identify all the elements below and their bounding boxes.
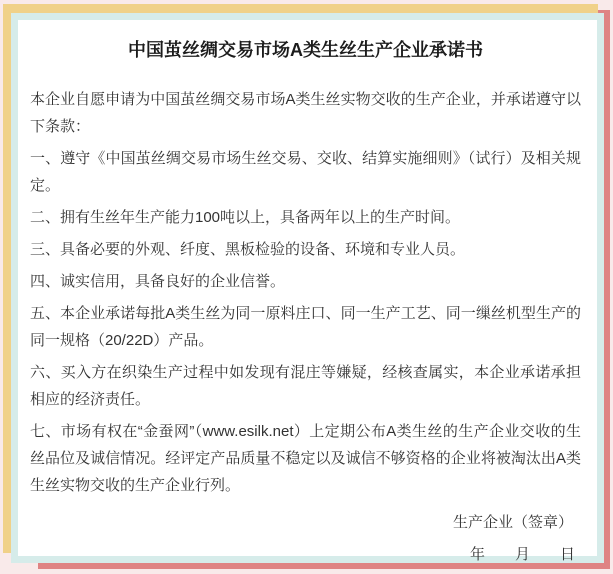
clause-4: 四、诚实信用，具备良好的企业信誉。 — [30, 273, 286, 290]
document-content — [18, 20, 597, 568]
document-title: 中国茧丝绸交易市场A类生丝生产企业承诺书 — [128, 40, 483, 60]
clause-1: 一、遵守《中国茧丝绸交易市场生丝交易、交收、结算实施细则》（试行）及相关规定。 — [30, 150, 581, 194]
clause-5: 五、本企业承诺每批A类生丝为同一原料庄口、同一生产工艺、同一缫丝机型生产的同一规格（20/22D）产品。 — [30, 305, 581, 349]
clause-7: 七、市场有权在“金蚕网”（www.esilk.net）上定期公布A类生丝的生产企业交收的生丝品位及诚信情况。经评定产品质量不稳定以及诚信不够资格的企业将被淘汰出A类生丝实物交收的生产企业行列。 — [30, 423, 581, 494]
clause-2: 二、拥有生丝年生产能力100吨以上，具备两年以上的生产时间。 — [30, 209, 461, 226]
clause-6: 六、买入方在织染生产过程中如发现有混庄等嫌疑，经核查属实，本企业承诺承担相应的经济责任。 — [30, 364, 581, 408]
document-card — [11, 13, 604, 563]
date-line: 年 月 日 — [469, 546, 575, 563]
clause-3: 三、具备必要的外观、纤度、黑板检验的设备、环境和专业人员。 — [30, 241, 466, 258]
signature-line: 生产企业（签章） — [452, 514, 573, 531]
intro-paragraph: 本企业自愿申请为中国茧丝绸交易市场A类生丝实物交收的生产企业，并承诺遵守以下条款： — [30, 91, 581, 135]
